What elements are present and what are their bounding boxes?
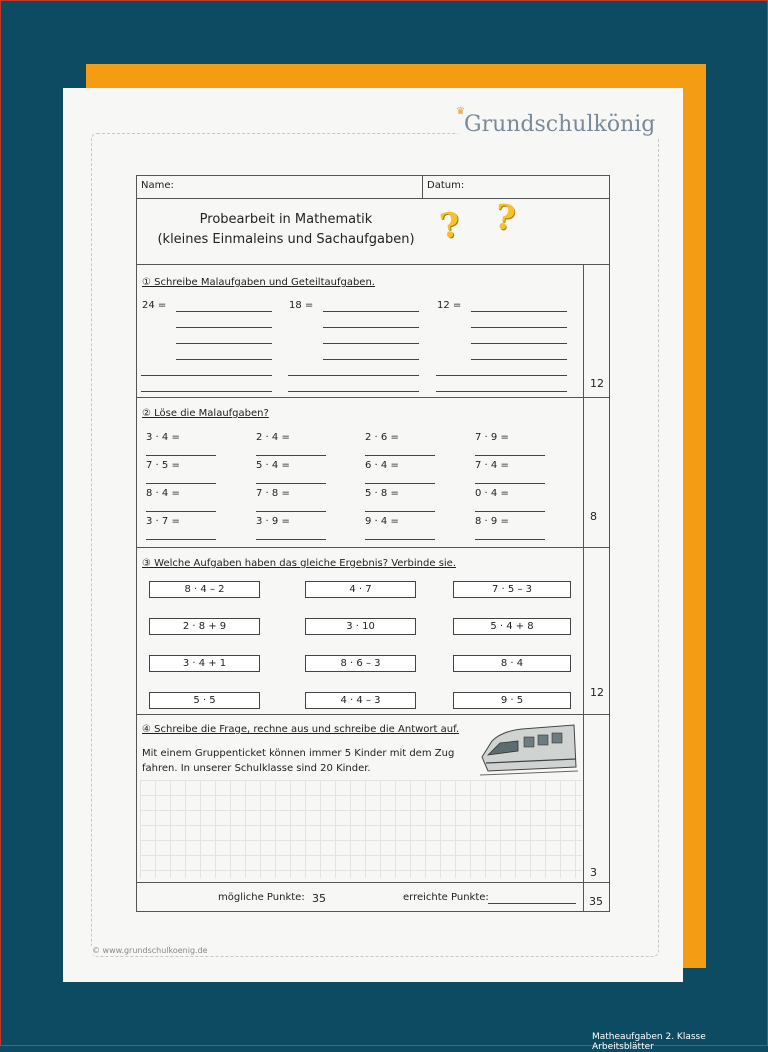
mult-problem: 8 · 4 =	[146, 488, 180, 499]
task2-heading: ② Löse die Malaufgaben?	[142, 408, 269, 419]
answer-line[interactable]	[256, 455, 326, 456]
answer-line[interactable]	[176, 327, 272, 328]
answer-line[interactable]	[176, 343, 272, 344]
answer-line[interactable]	[176, 311, 272, 312]
answer-line[interactable]	[146, 455, 216, 456]
question-mark-icon: ?	[437, 204, 463, 248]
score-column-divider	[583, 264, 584, 912]
total-points: 35	[589, 895, 603, 908]
answer-line[interactable]	[365, 539, 435, 540]
achieved-points-label: erreichte Punkte:	[403, 892, 489, 903]
brand-name: Grundschulkönig	[464, 112, 656, 137]
answer-line[interactable]	[436, 375, 567, 376]
achieved-points-line[interactable]	[488, 903, 576, 904]
answer-line[interactable]	[256, 483, 326, 484]
mult-problem: 2 · 4 =	[256, 432, 290, 443]
task4-text: Mit einem Gruppenticket können immer 5 Kinder mit dem Zug	[142, 748, 455, 759]
expression-box[interactable]: 9 · 5	[453, 692, 571, 709]
mult-problem: 6 · 4 =	[365, 460, 399, 471]
title-line2: (kleines Einmaleins und Sachaufgaben)	[157, 232, 415, 247]
task1-number: 18 =	[289, 300, 314, 311]
task4-heading: ④ Schreibe die Frage, rechne aus und schreibe die Antwort auf.	[142, 724, 460, 735]
question-mark-icon: ?	[492, 196, 518, 240]
task1-number: 24 =	[142, 300, 167, 311]
mult-problem: 7 · 8 =	[256, 488, 290, 499]
task1-points: 12	[590, 377, 604, 390]
mult-problem: 2 · 6 =	[365, 432, 399, 443]
crown-icon: ♛	[456, 106, 465, 117]
answer-line[interactable]	[471, 327, 567, 328]
answer-line[interactable]	[475, 483, 545, 484]
header-divider	[422, 175, 423, 199]
image-caption: Matheaufgaben 2. Klasse Arbeitsblätter	[592, 1032, 706, 1052]
expression-box[interactable]: 4 · 4 – 3	[305, 692, 416, 709]
mult-problem: 7 · 9 =	[475, 432, 509, 443]
expression-box[interactable]: 5 · 4 + 8	[453, 618, 571, 635]
answer-line[interactable]	[475, 539, 545, 540]
expression-box[interactable]: 7 · 5 – 3	[453, 581, 571, 598]
expression-box[interactable]: 3 · 4 + 1	[149, 655, 260, 672]
expression-box[interactable]: 5 · 5	[149, 692, 260, 709]
section-divider	[136, 714, 610, 715]
name-label: Name:	[141, 180, 174, 191]
task1-heading: ① Schreibe Malaufgaben und Geteiltaufgaben.	[142, 277, 375, 288]
answer-line[interactable]	[471, 343, 567, 344]
mult-problem: 7 · 4 =	[475, 460, 509, 471]
answer-line[interactable]	[365, 511, 435, 512]
expression-box[interactable]: 8 · 4 – 2	[149, 581, 260, 598]
expression-box[interactable]: 8 · 6 – 3	[305, 655, 416, 672]
datum-label: Datum:	[427, 180, 465, 191]
answer-line[interactable]	[323, 359, 419, 360]
answer-grid[interactable]	[140, 780, 582, 878]
mult-problem: 3 · 4 =	[146, 432, 180, 443]
title-line1: Probearbeit in Mathematik	[199, 212, 373, 227]
answer-line[interactable]	[436, 391, 567, 392]
answer-line[interactable]	[323, 343, 419, 344]
mult-problem: 3 · 9 =	[256, 516, 290, 527]
mult-problem: 0 · 4 =	[475, 488, 509, 499]
answer-line[interactable]	[475, 511, 545, 512]
section-divider	[136, 882, 610, 883]
answer-line[interactable]	[256, 511, 326, 512]
brand-logo	[456, 106, 661, 137]
task4-text: fahren. In unserer Schulklasse sind 20 Kinder.	[142, 763, 371, 774]
possible-points-value: 35	[312, 892, 326, 905]
answer-line[interactable]	[365, 455, 435, 456]
answer-line[interactable]	[146, 483, 216, 484]
possible-points-label: mögliche Punkte:	[218, 892, 305, 903]
answer-line[interactable]	[471, 359, 567, 360]
answer-line[interactable]	[288, 375, 419, 376]
answer-line[interactable]	[288, 391, 419, 392]
answer-line[interactable]	[471, 311, 567, 312]
expression-box[interactable]: 8 · 4	[453, 655, 571, 672]
mult-problem: 8 · 9 =	[475, 516, 509, 527]
answer-line[interactable]	[141, 375, 272, 376]
section-divider	[136, 547, 610, 548]
answer-line[interactable]	[146, 511, 216, 512]
expression-box[interactable]: 3 · 10	[305, 618, 416, 635]
task3-points: 12	[590, 686, 604, 699]
answer-line[interactable]	[146, 539, 216, 540]
answer-line[interactable]	[256, 539, 326, 540]
header-row	[136, 175, 610, 199]
answer-line[interactable]	[141, 391, 272, 392]
mult-problem: 9 · 4 =	[365, 516, 399, 527]
expression-box[interactable]: 4 · 7	[305, 581, 416, 598]
task3-heading: ③ Welche Aufgaben haben das gleiche Ergebnis? Verbinde sie.	[142, 558, 457, 569]
answer-line[interactable]	[365, 483, 435, 484]
train-icon	[478, 721, 582, 779]
mult-problem: 5 · 4 =	[256, 460, 290, 471]
footer-copyright: © www.grundschulkoenig.de	[88, 946, 212, 955]
task1-number: 12 =	[437, 300, 462, 311]
answer-line[interactable]	[176, 359, 272, 360]
task2-points: 8	[590, 510, 597, 523]
section-divider	[136, 397, 610, 398]
answer-line[interactable]	[475, 455, 545, 456]
answer-line[interactable]	[323, 327, 419, 328]
mult-problem: 5 · 8 =	[365, 488, 399, 499]
mult-problem: 7 · 5 =	[146, 460, 180, 471]
task4-points: 3	[590, 866, 597, 879]
expression-box[interactable]: 2 · 8 + 9	[149, 618, 260, 635]
answer-line[interactable]	[323, 311, 419, 312]
mult-problem: 3 · 7 =	[146, 516, 180, 527]
